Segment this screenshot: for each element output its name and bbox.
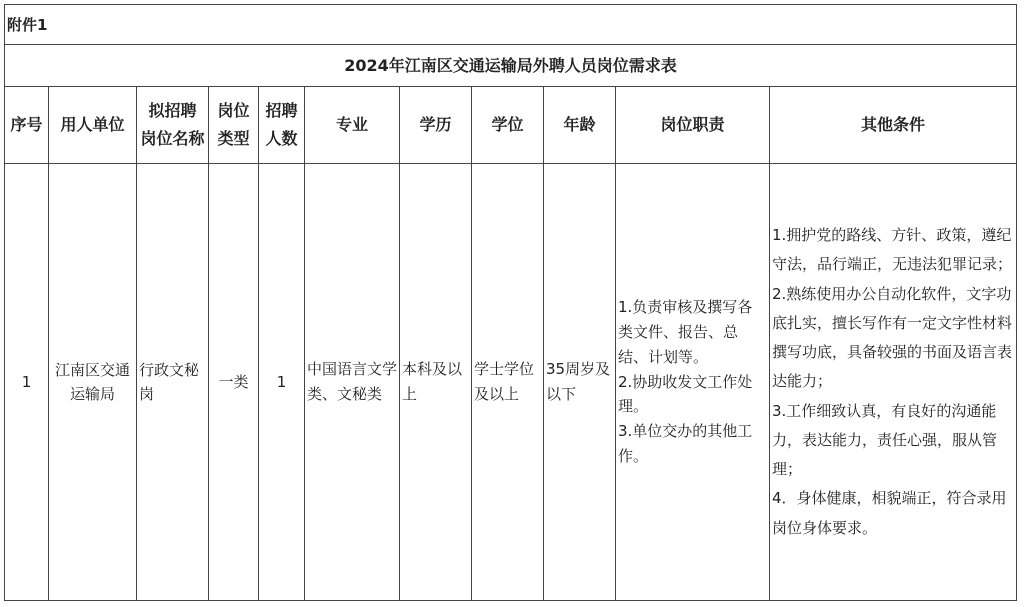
- header-count-line1: 招聘: [265, 101, 298, 120]
- other-item-4: 4．身体健康，相貌端正，符合录用岗位身体要求。: [772, 489, 1007, 537]
- cell-count: 1: [259, 164, 305, 601]
- cell-major: 中国语言文学类、文秘类: [305, 164, 400, 601]
- cell-other: [770, 164, 1017, 601]
- header-age: 年龄: [544, 87, 616, 164]
- duty-item-1: 1.负责审核及撰写各类文件、报告、总结、计划等。: [618, 298, 753, 366]
- attachment-label: 附件1: [5, 5, 1017, 45]
- table-title: 2024年江南区交通运输局外聘人员岗位需求表: [5, 45, 1017, 87]
- header-count-line2: 人数: [265, 129, 298, 148]
- header-seq: 序号: [5, 87, 49, 164]
- cell-education: 本科及以上: [400, 164, 472, 601]
- cell-employer: 江南区交通运输局: [49, 164, 137, 601]
- cell-position: 行政文秘岗: [137, 164, 209, 601]
- header-type: [209, 87, 259, 164]
- header-education: 学历: [400, 87, 472, 164]
- header-position-line1: 拟招聘: [148, 101, 197, 120]
- cell-duties: [616, 164, 770, 601]
- other-item-3: 3.工作细致认真，有良好的沟通能力，表达能力，责任心强，服从管理；: [772, 401, 998, 479]
- header-degree: 学位: [472, 87, 544, 164]
- header-position-line2: 岗位名称: [140, 129, 205, 148]
- duty-item-3: 3.单位交办的其他工作。: [618, 422, 753, 465]
- header-position: [137, 87, 209, 164]
- cell-type: 一类: [209, 164, 259, 601]
- header-other: 其他条件: [770, 87, 1017, 164]
- other-item-1: 1.拥护党的路线、方针、政策，遵纪守法，品行端正，无违法犯罪记录；: [772, 226, 1013, 274]
- table-row: [5, 164, 1017, 601]
- header-type-line1: 岗位: [217, 101, 250, 120]
- recruitment-table: [4, 4, 1017, 601]
- header-major: 专业: [305, 87, 400, 164]
- header-type-line2: 类型: [217, 129, 250, 148]
- cell-degree: 学士学位及以上: [472, 164, 544, 601]
- header-row: [5, 87, 1017, 164]
- cell-age: 35周岁及以下: [544, 164, 616, 601]
- header-duties: 岗位职责: [616, 87, 770, 164]
- other-item-2: 2.熟练使用办公自动化软件，文字功底扎实，擅长写作有一定文字性材料撰写功底，具备较强的书面及语言表达能力；: [772, 284, 1013, 391]
- duty-item-2: 2.协助收发文工作处理。: [618, 372, 753, 416]
- header-employer: 用人单位: [49, 87, 137, 164]
- header-count: [259, 87, 305, 164]
- cell-seq: 1: [5, 164, 49, 601]
